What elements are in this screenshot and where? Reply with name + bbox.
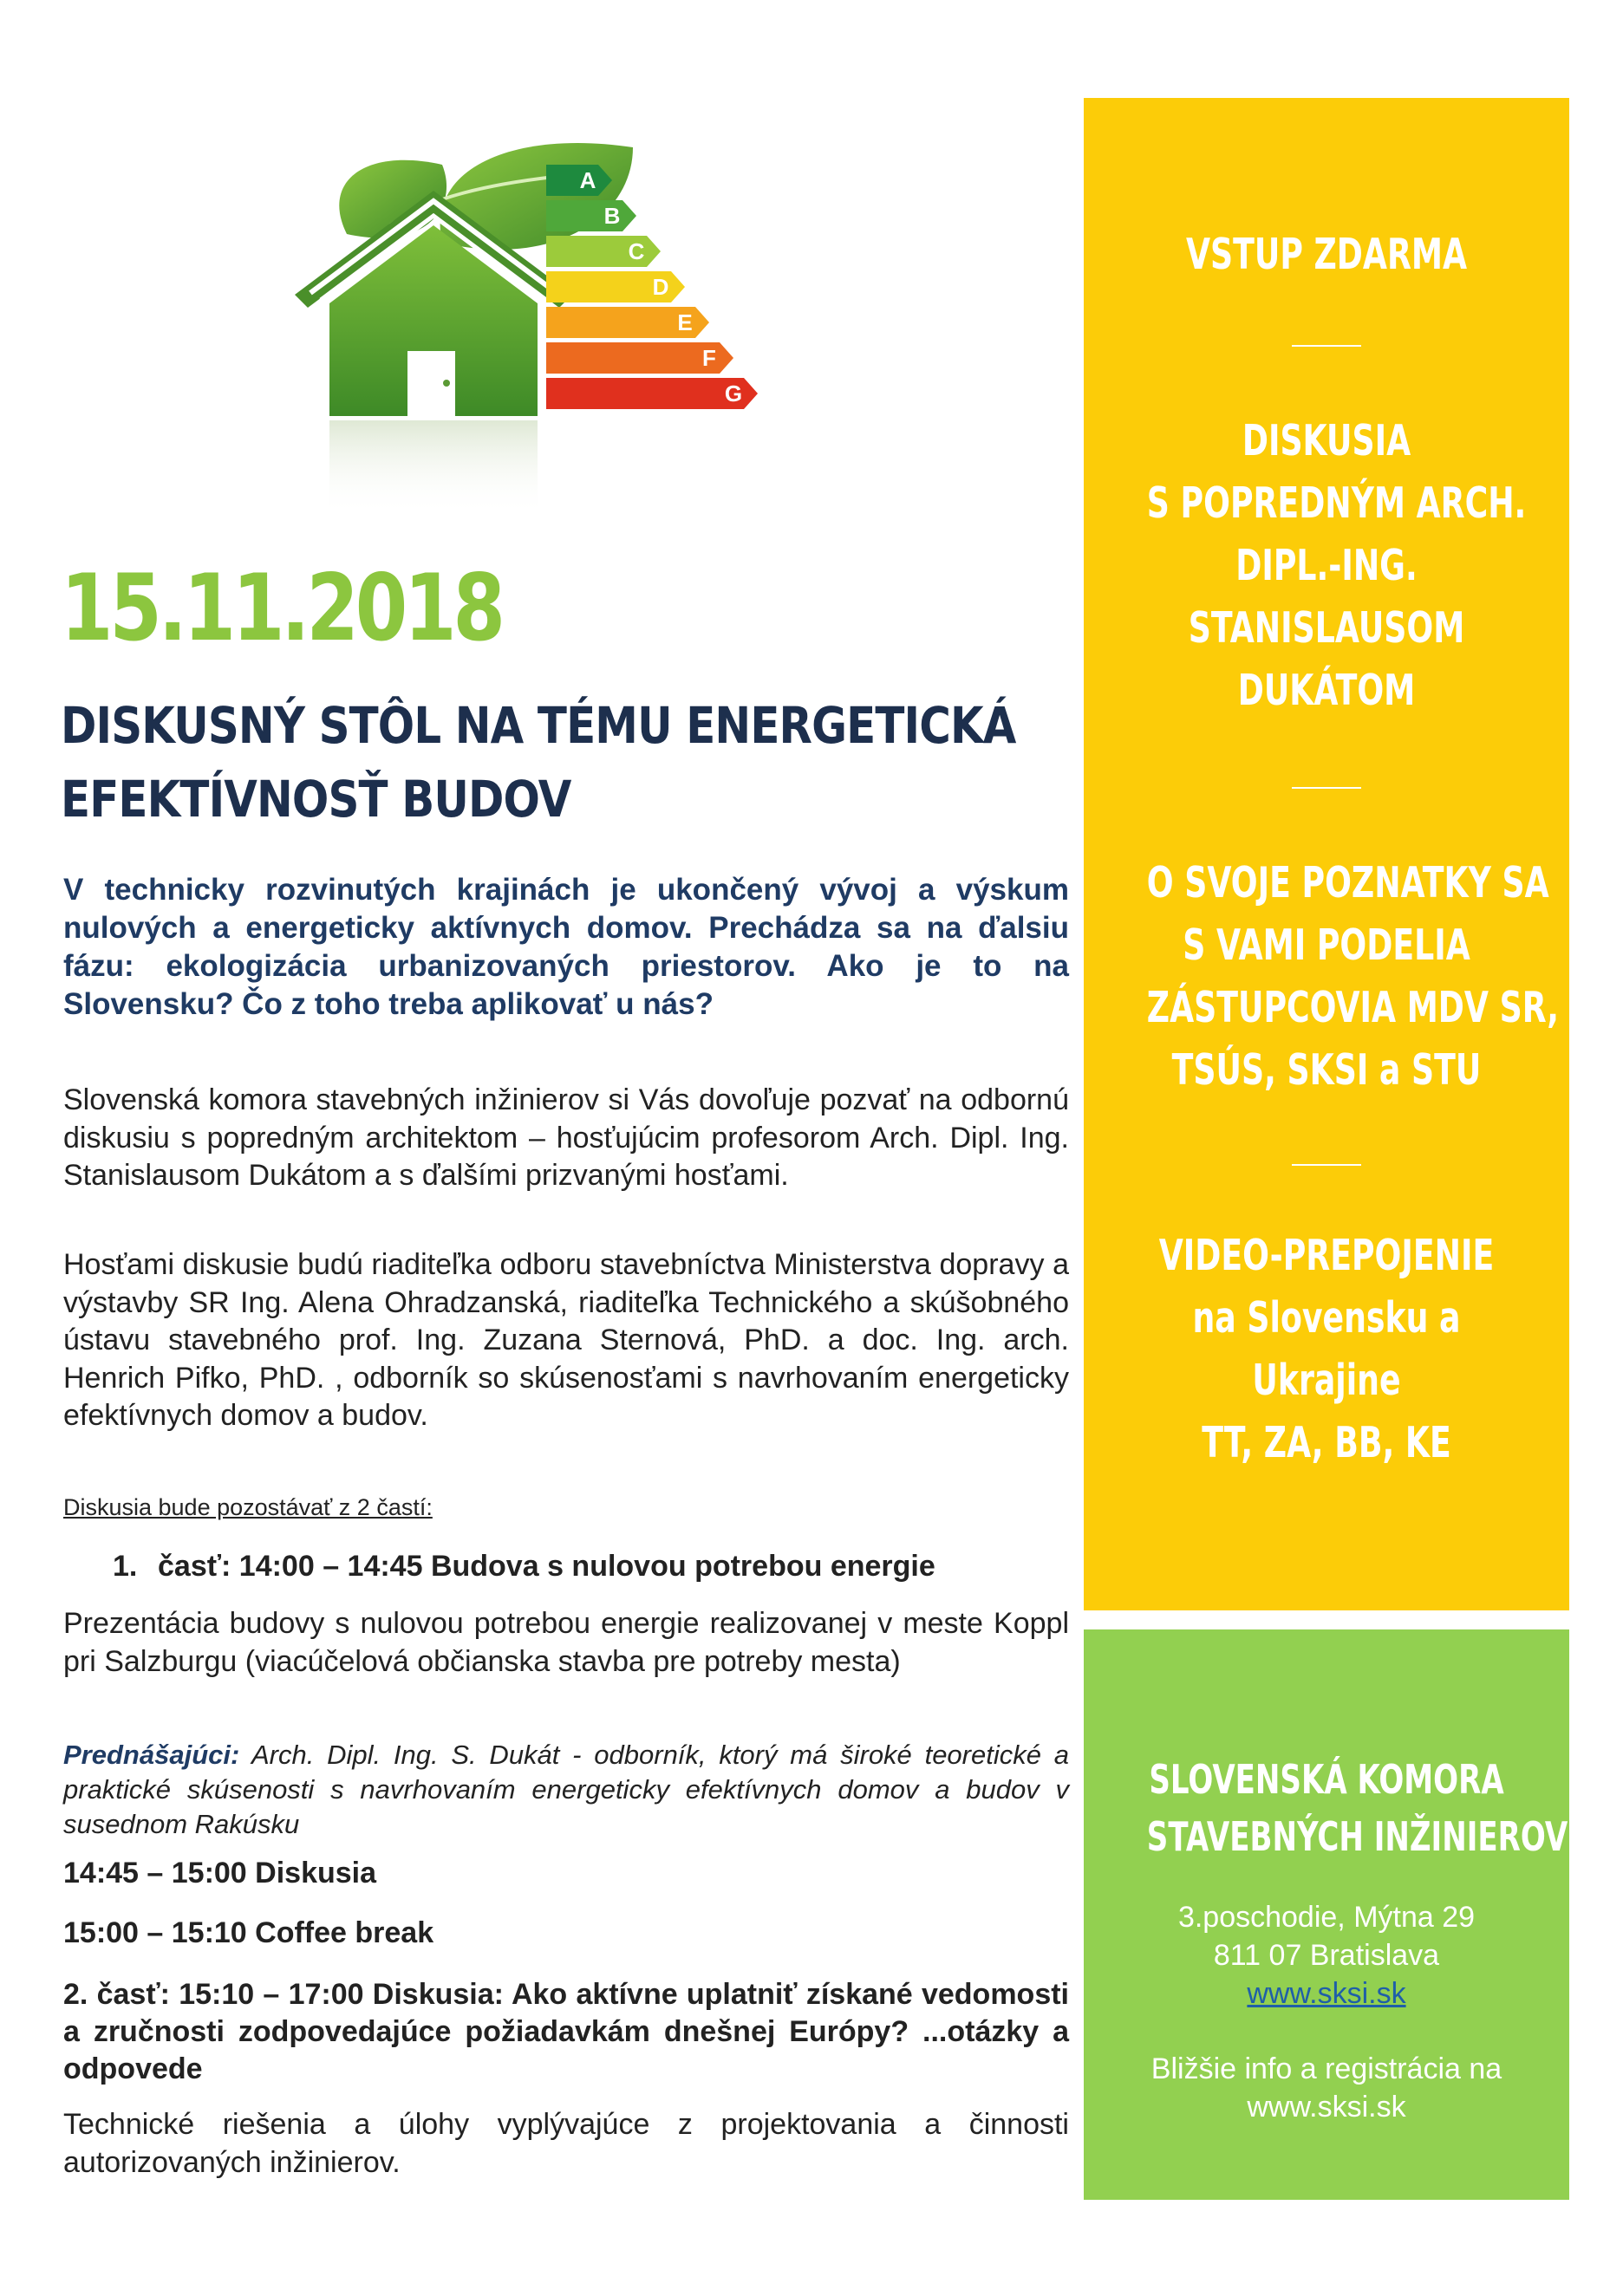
energy-label-g: G <box>724 380 743 407</box>
address-line2: 811 07 Bratislava <box>1213 1939 1440 1972</box>
energy-label-e: E <box>677 309 693 335</box>
event-title-line1: DISKUSNÝ STÔL NA TÉMU ENERGETICKÁ <box>61 696 1016 755</box>
share-line: ZÁSTUPCOVIA MDV SR, <box>1146 983 1560 1032</box>
discussion-line: S POPREDNÝM ARCH. <box>1146 478 1527 528</box>
discussion-line: DISKUSIA <box>1242 416 1411 465</box>
organizer-name-line2: STAVEBNÝCH INŽINIEROV <box>1146 1813 1568 1860</box>
schedule-discussion: 14:45 – 15:00 Diskusia <box>63 1857 377 1889</box>
part1-number: 1. <box>113 1550 138 1583</box>
speaker-info <box>63 1738 1069 1842</box>
video-line: na Slovensku a <box>1192 1293 1461 1343</box>
speaker-text: Arch. Dipl. Ing. S. Dukát - odborník, ktorý má široké teoretické a praktické skúsenosti s navrhovaním energeticky efektívnych domov a budov v susednom Rakúsku <box>63 1740 1069 1839</box>
video-line: TT, ZA, BB, KE <box>1202 1418 1451 1467</box>
website-link[interactable]: www.sksi.sk <box>1247 1977 1406 2010</box>
address-line1: 3.poschodie, Mýtna 29 <box>1177 1901 1476 1934</box>
share-line: S VAMI PODELIA <box>1183 920 1470 970</box>
organizer-panel <box>1084 1629 1569 2200</box>
energy-label-c: C <box>628 238 645 264</box>
divider <box>1292 1164 1361 1166</box>
energy-rating-scale <box>546 165 758 409</box>
registration-line1: Bližšie info a registrácia na <box>1150 2052 1502 2085</box>
discussion-line: STANISLAUSOM <box>1188 603 1465 653</box>
energy-label-d: D <box>652 274 669 300</box>
part1-title: časť: 14:00 – 14:45 Budova s nulovou potrebou energie <box>158 1550 935 1583</box>
invitation-paragraph: Slovenská komora stavebných inžinierov si Vás dovoľuje pozvať na odbornú diskusiu s popredným architektom – hosťujúcim profesorom Arch. Dipl. Ing. Stanislausom Dukátom a s ďalšími prizvanými hosťami. <box>63 1083 1069 1192</box>
video-info <box>1147 1225 1506 1474</box>
divider <box>1292 345 1361 347</box>
divider <box>1292 787 1361 789</box>
part1-description: Prezentácia budovy s nulovou potrebou energie realizovanej v meste Koppl pri Salzburgu (viacúčelová občianska stavba pre potreby mesta) <box>63 1607 1069 1678</box>
free-entry: VSTUP ZDARMA <box>1185 230 1468 279</box>
energy-label-a: A <box>579 167 596 193</box>
organizer-address <box>1084 1898 1569 2013</box>
video-line: VIDEO-PREPOJENIE <box>1158 1231 1495 1280</box>
energy-efficient-house-logo <box>260 130 884 537</box>
lead-paragraph: V technicky rozvinutých krajinách je ukončený vývoj a výskum nulových a energeticky aktívnych domov. Prechádza sa na ďalsiu fázu: ekologizácia urbanizovaných priestorov. Ako je to na Slovensku? Čo z toho treba aplikovať u nás? <box>63 873 1069 1021</box>
discussion-line: DIPL.-ING. <box>1235 541 1418 590</box>
energy-label-b: B <box>603 203 621 229</box>
energy-label-f: F <box>702 345 716 371</box>
registration-line2: www.sksi.sk <box>1247 2091 1406 2124</box>
registration-info <box>1084 2050 1569 2126</box>
discussion-info <box>1146 410 1527 722</box>
part1-heading <box>113 1550 935 1584</box>
organizer-name-line1: SLOVENSKÁ KOMORA <box>1149 1756 1504 1803</box>
video-line: Ukrajine <box>1252 1356 1401 1405</box>
schedule-coffee-break: 15:00 – 15:10 Coffee break <box>63 1916 434 1949</box>
discussion-line: DUKÁTOM <box>1237 666 1416 715</box>
parts-intro: Diskusia bude pozostávať z 2 častí: <box>63 1494 433 1520</box>
share-line: O SVOJE POZNATKY SA <box>1146 858 1549 907</box>
guests-paragraph: Hosťami diskusie budú riaditeľka odboru stavebníctva Ministerstva dopravy a výstavby SR Ing. Alena Ohradzanská, riaditeľka Technického a skúšobného ústavu stavebného prof. Ing. Zuzana Sternová, PhD. a doc. Ing. arch. Henrich Pifko, PhD. , odborník so skúsenosťami s navrhovaním energeticky efektívnych domov a budov. <box>63 1248 1069 1432</box>
share-line: TSÚS, SKSI a STU <box>1171 1045 1482 1095</box>
speaker-label: Prednášajúci: <box>63 1740 240 1770</box>
event-title <box>61 689 1030 836</box>
part2-heading: 2. časť: 15:10 – 17:00 Diskusia: Ako aktívne uplatniť získané vedomosti a zručnosti zodpovedajúce požiadavkám dnešnej Európy? ...otázky a odpovede <box>63 1978 1069 2085</box>
info-sidebar <box>1084 98 1569 1610</box>
closing-paragraph: Technické riešenia a úlohy vyplývajúce z projektovania a činnosti autorizovaných inžinierov. <box>63 2108 1069 2179</box>
share-info <box>1146 852 1560 1102</box>
event-title-line2: EFEKTÍVNOSŤ BUDOV <box>61 770 571 829</box>
energy-bar-b <box>546 200 636 231</box>
organizer-name <box>1146 1751 1568 1865</box>
event-date: 15.11.2018 <box>61 555 502 661</box>
